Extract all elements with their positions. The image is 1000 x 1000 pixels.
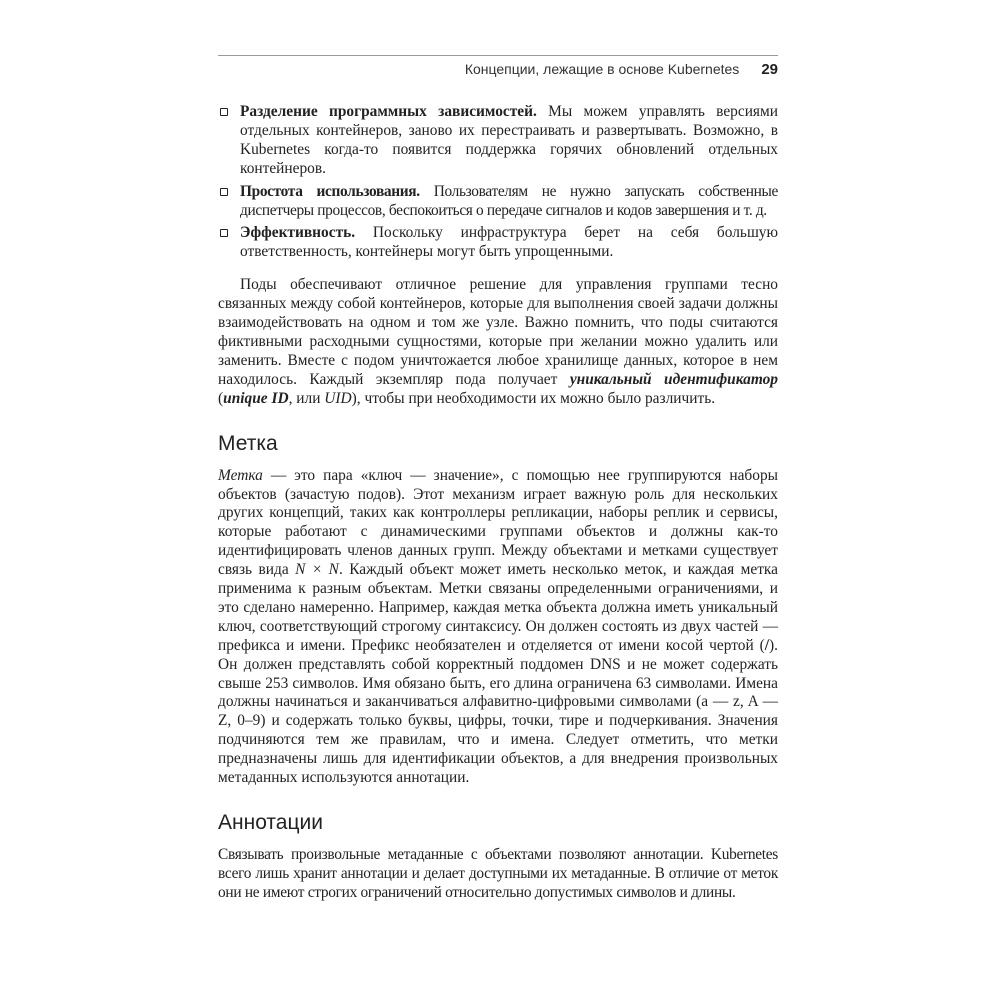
term-label: Метка bbox=[218, 466, 263, 484]
bullet-item-simplicity bbox=[218, 183, 778, 221]
slash-char: / bbox=[764, 636, 770, 654]
bullet-title: Разделение программных зависимостей. bbox=[240, 103, 537, 120]
bullet-text: Поскольку инфраструктура берет на себя большую ответственность, контейнеры могут быть упрощенными. bbox=[240, 224, 778, 261]
relation-n-by-n: N × N bbox=[295, 561, 339, 579]
bullet-title: Эффективность. bbox=[240, 224, 356, 242]
bullet-text: Мы можем управлять версиями отдельных контейнеров, заново их перестраивать и развертывать. Возможно, в Kubernetes когда-то появится поддержка горячих обновлений отдельных контейнеров. bbox=[240, 103, 778, 177]
bullet-item-dependencies bbox=[218, 103, 778, 179]
label-text-2: . Каждый объект может иметь несколько меток, и каждая метка применима к разным объектам. Метки связаны определенными ограничениями, и это сделано намеренно. Например, каждая метка объекта должна иметь уникальный ключ, соответствующий строгому синтаксису. Он должен состоять из двух частей — префикса и имени. Префикс необязателен и отделяется от имени косой чертой ( bbox=[218, 561, 778, 654]
page-number: 29 bbox=[761, 61, 778, 78]
running-header bbox=[218, 60, 778, 79]
term-uid: UID bbox=[324, 389, 352, 407]
page-body bbox=[218, 103, 778, 903]
pods-text-1: Поды обеспечивают отличное решение для управления группами тесно связанных между собой контейнеров, которые для выполнения своей задачи должны взаимодействовать на одном и том же узле. Важно помнить, что поды считаются фиктивными расходными сущностями, которые при желании можно удалить или заменить. Вместе с подом уничтожается любое хранилище данных, которое в нем находилось. Каждый экземпляр пода получает bbox=[218, 276, 778, 388]
pods-text-4: ), чтобы при необходимости их можно было различить. bbox=[351, 389, 716, 407]
pods-paragraph bbox=[218, 276, 778, 408]
bullet-item-efficiency bbox=[218, 224, 778, 262]
term-unique-id: unique ID bbox=[223, 389, 289, 407]
section-heading-label: Метка bbox=[218, 431, 278, 455]
pods-text-2: ( bbox=[218, 389, 224, 407]
bullet-title: Простота использования. bbox=[240, 182, 420, 200]
pods-text-3: , или bbox=[288, 389, 325, 407]
header-rule bbox=[218, 55, 778, 56]
term-unique-identifier: уникальный идентификатор bbox=[569, 370, 779, 388]
section-heading-annotations: Аннотации bbox=[218, 811, 323, 834]
checkbox-square-icon bbox=[220, 188, 228, 196]
label-paragraph bbox=[218, 467, 778, 788]
running-title: Концепции, лежащие в основе Kubernetes bbox=[464, 61, 740, 77]
label-text-1: — это пара «ключ — значение», с помощью нее группируются наборы объектов (зачастую подов). Этот механизм играет важную роль для нескольких других концепций, таких как контроллеры репликации, наборы реплик и сервисы, которые работают с динамическими группами объектов и должны как-то идентифицировать членов данных групп. Между объектами и метками существует связь вида bbox=[218, 466, 778, 579]
checkbox-square-icon bbox=[220, 229, 228, 237]
bullet-text: Пользователям не нужно запускать собственные диспетчеры процессов, беспокоиться о передаче сигналов и кодов завершения и т. д. bbox=[240, 182, 778, 219]
checkbox-square-icon bbox=[220, 108, 228, 116]
label-text-3: ). Он должен представлять собой корректный поддомен DNS и не может содержать свыше 253 символов. Имя обязано быть, его длина ограничена 63 символами. Имена должны начинаться и заканчиваться алфавитно-цифровыми символами (a — z, A — Z, 0–9) и содержать только буквы, цифры, точки, тире и подчеркивания. Значения подчиняются тем же правилам, что и имена. Следует отметить, что метки предназначены лишь для идентификации объектов, а для внедрения произвольных метаданных используются аннотации. bbox=[218, 636, 778, 787]
annotations-paragraph: Связывать произвольные метаданные с объектами позволяют аннотации. Kubernetes всего лишь хранит аннотации и делает доступными их метаданные. В отличие от меток они не имеют строгих ограничений относительно допустимых символов и длины. bbox=[218, 846, 778, 901]
